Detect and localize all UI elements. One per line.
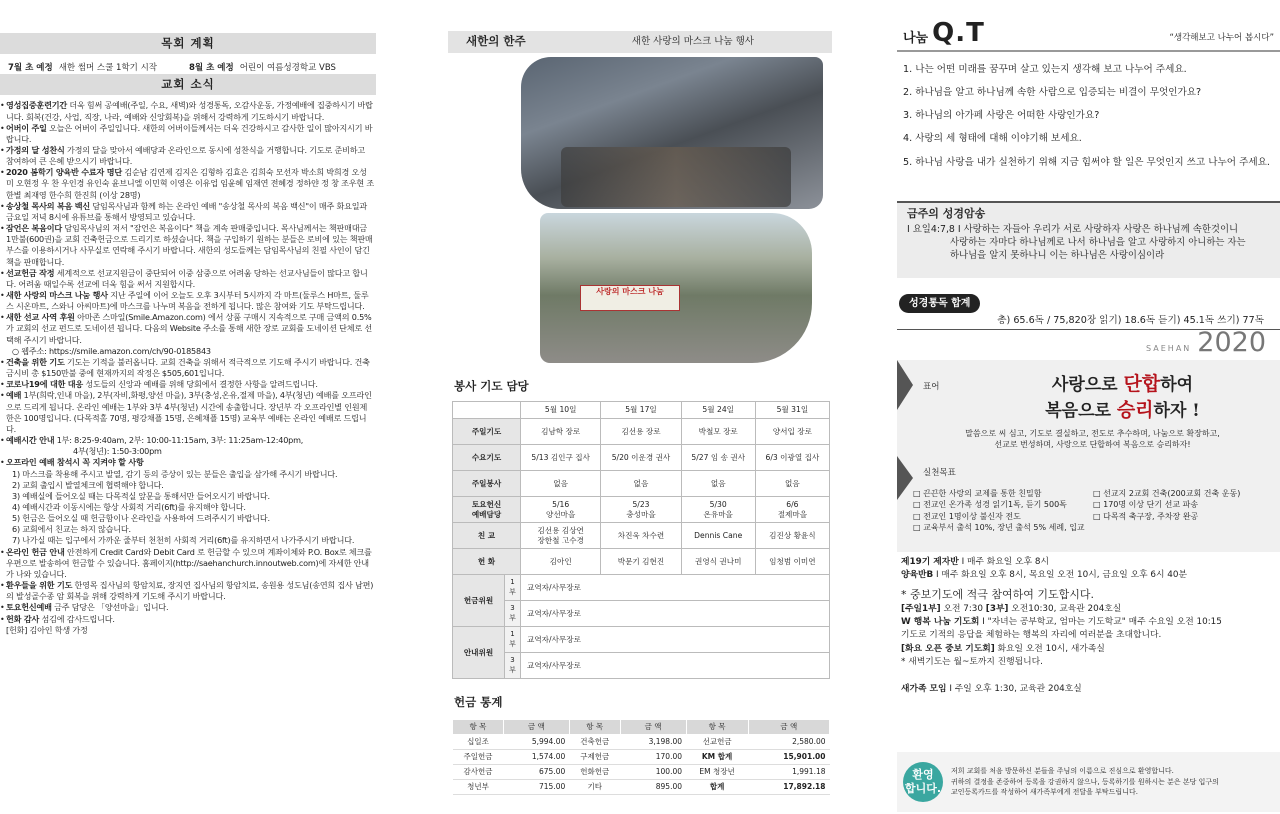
table-cell: 1,991.18: [748, 765, 829, 780]
table-row: [453, 627, 830, 653]
table-cell: 3부: [505, 601, 521, 627]
news-item: • 온라인 헌금 안내 안전하게 Credit Card와 Debit Card 로 헌금할 수 있으며 계좌이체와 P.O. Box로 체크를 우편으로 발송하여 헌금할 수 있습니다. 홈페이지(http://saehanchurch.innoutweb.com)에 자세한 안내가 나와 있습니다.: [6, 547, 374, 580]
goals-list: [913, 488, 1273, 533]
table-cell: 5/30 온유마을: [681, 497, 755, 523]
table-cell: 구제헌금: [569, 750, 620, 765]
plan-title: 목회 계획: [0, 33, 376, 54]
welcome-badge: 환영 합니다.: [903, 762, 943, 802]
table-cell: 김아인: [521, 549, 601, 575]
news-rule: 4) 예배시간과 이동시에는 항상 사회적 거리(6ft)를 유지해야 합니다.: [12, 501, 246, 512]
table-cell: 교역자/사무장로: [521, 601, 830, 627]
row-label: 수요기도: [453, 445, 521, 471]
table-row: [453, 497, 830, 523]
table-cell: 5/16 양선마을: [521, 497, 601, 523]
table-row: [453, 780, 830, 795]
news-item: • 환우들을 위한 기도 한영목 집사님의 항암치료, 장지연 집사님의 항암치료, 송원용 성도님(송연희 집사 남편)의 발성골수종 암 회복을 위해 강력하게 기도해 주시기 바랍니다.: [6, 580, 374, 602]
date-header: 5월 31일: [755, 402, 829, 419]
table-cell: 김선용 장로: [601, 419, 681, 445]
news-rule: 7) 나가실 때는 입구에서 가까운 줄부터 천천히 사회적 거리(6ft)를 유지하면서 나가주시기 바랍니다.: [12, 535, 355, 546]
table-cell: 박철모 장로: [681, 419, 755, 445]
table-row: [453, 750, 830, 765]
date-header: 5월 17일: [601, 402, 681, 419]
table-row: [453, 419, 830, 445]
reading-total: 총) 65.6독 / 75,820장 읽기) 18.6독 듣기) 45.1독 쓰기) 77독: [897, 315, 1280, 330]
table-cell: 15,901.00: [748, 750, 829, 765]
news-item: • 예배 1부(희락,인내 마을), 2부(자비,화평,양선 마을), 3부(충성,온유,절제 마을), 4부(청년) 예배를 오프라인으로 드리게 됩니다. 온라인 예배는 1부와 3부 4부(청년) 시간에 송출합니다. 장년부 각 오프라인별 인원제한은 100명입니다. (다목적홀 70명, 평강채플 15명, 은혜채플 15명) 교육부 예배는 온라인 예배로 드립니다.: [6, 390, 374, 435]
goal-item: □ 끈끈한 사랑의 교제를 통한 친밀함: [913, 489, 1042, 499]
row-label: 주일봉사: [453, 471, 521, 497]
table-cell: 675.00: [503, 765, 569, 780]
motto-label: 표어: [923, 382, 940, 393]
table-row: [453, 735, 830, 750]
table-cell: 김진상 황윤식: [755, 523, 829, 549]
news-item-detail: 4부(청년): 1:50-3:00pm: [73, 446, 162, 457]
table-cell: 100.00: [620, 765, 686, 780]
row-label: 친 교: [453, 523, 521, 549]
year-banner: [897, 326, 1280, 360]
week-subtitle: 새한 사랑의 마스크 나눔 행사: [631, 35, 754, 47]
news-item: • 오프라인 예배 참석시 꼭 지켜야 할 사항: [6, 457, 374, 468]
motto-box: [897, 360, 1280, 552]
table-cell: 170.00: [620, 750, 686, 765]
column-header: 항 목: [453, 720, 504, 735]
column-header: 항 목: [686, 720, 748, 735]
qt-header: [897, 0, 1280, 52]
table-row: [453, 653, 830, 679]
column-header: 금 액: [620, 720, 686, 735]
news-item: • 토요헌신예배 금주 담당은 「양선마을」입니다.: [6, 602, 374, 613]
table-cell: EM 청장년: [686, 765, 748, 780]
table-cell: 김남학 장로: [521, 419, 601, 445]
news-item: • 2020 봄학기 양육반 수료자 명단 김순남 김연제 김지은 김형하 김효은 김희숙 모선자 박소희 박희경 오성미 오현정 우 찬 우인경 유인숙 윤브니엘 이민혁 이영은 이유업 임윤혜 임재연 전혜경 정하얀 정 창 조우현 조한별 최재영 한수희 한진희 (이상 28명): [6, 167, 374, 200]
news-rule: 1) 마스크를 착용해 주시고 발열, 감기 등의 증상이 있는 분들은 출입을 삼가해 주시기 바랍니다.: [12, 468, 338, 479]
table-cell: 895.00: [620, 780, 686, 795]
table-cell: 5/13 김인구 집사: [521, 445, 601, 471]
offering-title: 헌금 통계: [454, 695, 503, 710]
news-item: • 헌화 감사 섬김에 감사드립니다.: [6, 614, 374, 625]
qt-question: 1. 나는 어떤 미래를 꿈꾸며 살고 있는지 생각해 보고 나누어 주세요.: [903, 64, 1187, 75]
table-cell: 임청범 이미연: [755, 549, 829, 575]
table-cell: 주일헌금: [453, 750, 504, 765]
news-item: • 건축을 위한 기도 기도는 기적을 불러옵니다. 교회 건축을 위해서 적극적으로 기도해 주시기 바랍니다. 건축금시비 총 $150만불 중에 현재까지의 작정은 $505,601입니다.: [6, 357, 374, 379]
table-cell: 양서입 장로: [755, 419, 829, 445]
welcome-box: [897, 752, 1280, 812]
photo-collage: [516, 53, 826, 365]
right-column: [897, 0, 1280, 814]
table-cell: 17,892.18: [748, 780, 829, 795]
motto-text: 말씀으로 씨 심고, 기도로 결실하고, 전도로 추수하며, 나눔으로 확장하고, 선교로 번성하며, 사랑으로 단합하여 복음으로 승리하자!: [965, 429, 1220, 449]
week-header: [448, 31, 832, 53]
news-item: • 새한 사랑의 마스크 나눔 행사 지난 주일에 이어 오늘도 오후 3시부터 5시까지 각 마트(둘루스 H마트, 둘루스 시온마트, 스와니 아씨마트)에 마스크를 나누며 복음을 전하게 됩니다. 많은 참여와 기도 부탁드립니다.: [6, 290, 374, 312]
table-cell: 5,994.00: [503, 735, 569, 750]
goal-item: □ 전교인 온가족 성경 읽기1독, 듣기 500독: [913, 500, 1067, 510]
photo-mask-event-2: [540, 213, 812, 363]
date-header: 5월 10일: [521, 402, 601, 419]
qt-question: 4. 사랑의 세 형태에 대해 이야기해 보세요.: [903, 133, 1082, 145]
welcome-text: 저희 교회를 처음 방문하신 분들을 주님의 이름으로 진심으로 환영합니다. 귀하의 결정을 존중하여 등록을 강권하지 않으나, 등록하기를 원하시는 분은 본당 입구의 교인등록카드를 작성하여 새가족부에게 전달을 부탁드립니다.: [951, 767, 1219, 797]
goal-item: □ 다목적 축구장, 주차장 완공: [1093, 511, 1199, 521]
table-cell: 차진욱 차수련: [601, 523, 681, 549]
table-cell: 교역자/사무장로: [521, 653, 830, 679]
verse-line: 하나님을 알지 못하나니 이는 하나님은 사랑이심이라: [950, 249, 1165, 261]
news-rule: 5) 헌금은 들어오실 때 헌금함이나 온라인을 사용하여 드려주시기 바랍니다.: [12, 513, 270, 524]
offering-table: [452, 719, 830, 795]
table-cell: 감사헌금: [453, 765, 504, 780]
flower-credit: [헌화] 김아인 학생 가정: [6, 624, 88, 635]
news-rule: 3) 예배실에 들어오실 때는 다목적실 앞문을 통해서만 들어오시기 바랍니다.: [12, 490, 270, 501]
table-cell: 5/23 충성마을: [601, 497, 681, 523]
table-row: [453, 549, 830, 575]
intercession-title: * 중보기도에 적극 참여하여 기도합시다.: [901, 587, 1094, 601]
news-rule: 2) 교회 출입시 발열체크에 협력해야 합니다.: [12, 479, 164, 490]
table-row: [453, 765, 830, 780]
table-cell: Dennis Cane: [681, 523, 755, 549]
qt-question: 2. 하나님을 알고 하나님께 속한 사람으로 입증되는 비결이 무엇인가요?: [903, 87, 1202, 99]
table-cell: 합계: [686, 780, 748, 795]
middle-column: [448, 0, 832, 814]
news-list: [0, 95, 376, 636]
qt-question: 5. 하나님 사랑을 내가 실천하기 위해 지금 힘써야 할 일은 무엇인지 쓰고 나누어 주세요.: [903, 156, 1270, 168]
date-header: 5월 24일: [681, 402, 755, 419]
table-cell: 권영식 권나미: [681, 549, 755, 575]
column-header: 항 목: [569, 720, 620, 735]
table-cell: 없음: [755, 471, 829, 497]
table-cell: 5/20 이운경 권사: [601, 445, 681, 471]
goal-item: □ 교육부서 출석 10%, 장년 출석 5% 세례, 입교: [913, 523, 1085, 533]
verse-line: 사랑하는 자마다 하나님께로 나서 하나님을 알고 사랑하지 아니하는 자는: [950, 236, 1246, 248]
row-label: 안내위원: [453, 627, 505, 679]
table-row: [453, 523, 830, 549]
qt-questions: [897, 52, 1280, 169]
row-label: 주일기도: [453, 419, 521, 445]
news-item: • 어버이 주일 오늘은 어버이 주일입니다. 새한의 어버이들께서는 더욱 건강하시고 감사한 일이 많아지시기 바랍니다.: [6, 123, 374, 145]
verse-line: I 요일4:7,8 I 사랑하는 자들아 우리가 서로 사랑하자 사랑은 하나님께 속한것이니: [907, 223, 1239, 235]
left-column: [0, 0, 376, 814]
news-item: • 송상철 목사의 복음 백신 담임목사님과 함께 하는 온라인 예배 "송상철 목사의 복음 백신"이 매주 화요일과 금요일 저녁 8시에 유튜브를 통해서 방영되고 있습니다.: [6, 201, 374, 223]
news-rule: 6) 교회에서 친교는 하지 않습니다.: [12, 524, 131, 535]
table-cell: 교역자/사무장로: [521, 575, 830, 601]
goal-item: □ 전교인 1명이상 불신자 전도: [913, 511, 1021, 521]
table-cell: 박문기 김현진: [601, 549, 681, 575]
row-label: 토요헌신 예배담당: [453, 497, 521, 523]
motto-headline: 사랑으로 단합하여 복음으로 승리하자 !: [1045, 373, 1200, 421]
goal-item: □ 선교지 2교회 건축(200교회 건축 운동): [1093, 489, 1241, 499]
plan-item: 7월 초 예정 새한 썸머 스쿨 1학기 시작: [8, 63, 158, 74]
table-cell: 1부: [505, 575, 521, 601]
news-item: • 코로나19에 대한 대응 성도들의 신앙과 예배를 위해 당회에서 결정한 사항을 알려드립니다.: [6, 379, 374, 390]
saehan-label: SAEHAN: [1146, 343, 1192, 353]
photo-mask-event-1: [521, 57, 823, 209]
table-cell: 2,580.00: [748, 735, 829, 750]
column-header: 금 액: [503, 720, 569, 735]
reading-badge: 성경통독 합계: [899, 294, 980, 313]
volunteer-title: 봉사 기도 담당: [454, 379, 529, 393]
photo-banner: 사랑의 마스크 나눔: [580, 285, 680, 311]
news-item: • 영성집중훈련기간 더욱 힘써 공예배(주일, 수요, 새벽)와 성경통독, 오감사운동, 가정예배에 집중하시기 바랍니다. 회복(건강, 사업, 직장, 나라, 예배와 신앙회복)을 위해서 강력하게 기도하시기 바랍니다.: [6, 100, 374, 122]
qt-title: Q.T: [932, 17, 985, 48]
table-cell: KM 합계: [686, 750, 748, 765]
week-title: 새한의 한주: [466, 34, 526, 49]
table-cell: 김선용 김상연 장한철 고수경: [521, 523, 601, 549]
table-cell: 6/6 절제마을: [755, 497, 829, 523]
table-cell: 1,574.00: [503, 750, 569, 765]
table-cell: 교역자/사무장로: [521, 627, 830, 653]
table-row: [453, 471, 830, 497]
table-cell: 청년부: [453, 780, 504, 795]
table-cell: 1부: [505, 627, 521, 653]
table-cell: 건축헌금: [569, 735, 620, 750]
table-row: [453, 601, 830, 627]
news-item: • 선교헌금 작정 세계적으로 선교지원금이 중단되어 이중 삼중으로 어려움 당하는 선교사님들이 많다고 합니다. 어려움 때일수록 선교에 더욱 힘을 써서 지원합시다.: [6, 268, 374, 290]
announcements: 제19기 제자반 I 매주 화요일 오후 8시 양육반B I 매주 화요일 오후 8시, 목요일 오전 10시, 금요일 오후 6시 40분 * 중보기도에 적극 참여하여 기도합시다. [주일1부] 오전 7:30 [3부] 오전10:30, 교육관 204호실 W 행복 나눔 기도회 I "자녀는 공부학교, 엄마는 기도학교" 매주 수요일 오전 10:15 기도로 기적의 응답을 체험하는 행복의 자리에 여러분을 초대합니다. [화요 오픈 중보 기도회] 화요일 오전 10시, 새가족실 * 새벽기도는 월~토까지 진행됩니다. 새가족 모임 I 주일 오후 1:30, 교육관 204호실: [897, 552, 1280, 696]
column-header: 금 액: [748, 720, 829, 735]
plan-item: 8월 초 예정 어린이 여름성경학교 VBS: [189, 63, 336, 74]
table-cell: 없음: [521, 471, 601, 497]
goal-item: □ 170명 이상 단기 선교 파송: [1093, 500, 1199, 510]
goals-label: 실천목표: [923, 468, 956, 479]
qt-subtitle: “생각해보고 나누어 봅시다”: [1169, 32, 1274, 43]
volunteer-table: [452, 401, 830, 679]
table-row: [453, 445, 830, 471]
verse-title: 금주의 성경암송: [907, 207, 986, 221]
table-row: [453, 575, 830, 601]
row-label: 헌금위원: [453, 575, 505, 627]
news-item: • 잠언은 복음이다 담임목사님의 저서 "잠언은 복음이다" 책을 계속 판매중입니다. 목사님께서는 책판매대금 1만불(600권)을 교회 건축헌금으로 드리기로 하셨습니다. 책을 구입하기 원하는 분들은 로비에 있는 책판매 부스를 이용하시거나 사무실로 연락해 주시기 바랍니다. 새한의 성도들께는 담임목사님의 친필 사인이 담긴 책을 판매합니다.: [6, 223, 374, 268]
memory-verse: [897, 201, 1280, 278]
year: 2020: [1197, 326, 1266, 358]
news-item: • 새한 선교 사역 후원 아마존 스마일(Smile.Amazon.com) 에서 상품 구매시 지속적으로 구매 금액의 0.5%가 교회의 선교 펀드로 도네이션 됩니다. 다음의 Website 주소를 통해 새한 장로 교회를 도네이션 단체로 선택해 주시기 바랍니다.: [6, 312, 374, 345]
table-cell: 5/27 임 송 권사: [681, 445, 755, 471]
table-corner: [453, 402, 521, 419]
table-cell: 선교헌금: [686, 735, 748, 750]
table-cell: 기타: [569, 780, 620, 795]
table-cell: 3부: [505, 653, 521, 679]
news-item: • 가정의 달 성찬식 가정의 달을 맞아서 예배당과 온라인으로 동시에 성찬식을 거행합니다. 기도로 준비하고 참여하여 큰 은혜 받으시기 바랍니다.: [6, 145, 374, 167]
news-title: 교회 소식: [0, 74, 376, 95]
row-label: 헌 화: [453, 549, 521, 575]
table-cell: 3,198.00: [620, 735, 686, 750]
qt-prefix: 나눔: [903, 30, 929, 46]
news-item: • 예배시간 안내 1부: 8:25-9:40am, 2부: 10:00-11:15am, 3부: 11:25am-12:40pm,: [6, 435, 374, 446]
table-cell: 헌화헌금: [569, 765, 620, 780]
table-cell: 715.00: [503, 780, 569, 795]
news-item-detail: ○ 웹주소: https://smile.amazon.com/ch/90-0185843: [12, 345, 211, 356]
table-cell: 십일조: [453, 735, 504, 750]
qt-question: 3. 하나님의 아가페 사랑은 어떠한 사랑인가요?: [903, 110, 1100, 122]
table-cell: 없음: [681, 471, 755, 497]
table-cell: 없음: [601, 471, 681, 497]
table-cell: 6/3 이광열 집사: [755, 445, 829, 471]
